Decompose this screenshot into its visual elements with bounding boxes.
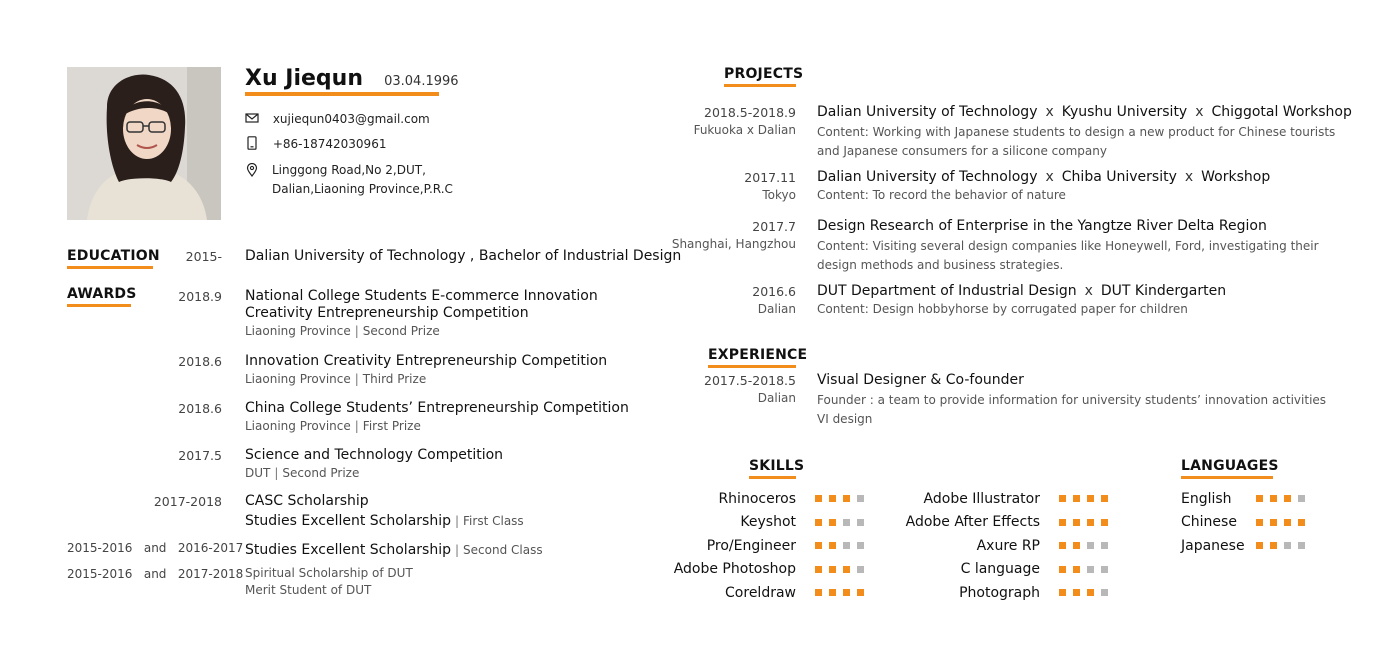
award-title: China College Students’ Entrepreneurship Competition: [245, 400, 629, 416]
level-dot-filled: [1073, 566, 1080, 573]
project-place: Shanghai, Hangzhou: [671, 237, 796, 251]
skill-level-dots: [815, 566, 864, 573]
award-title-2: Merit Student of DUT: [245, 583, 372, 597]
skill-row: [640, 534, 864, 558]
project-title: Design Research of Enterprise in the Yangtze River Delta Region: [817, 218, 1267, 234]
project-content: Content: Design hobbyhorse by corrugated paper for children: [817, 302, 1188, 316]
award-date: 2015-2016 and 2017-2018: [67, 567, 244, 581]
education-date: 2015-: [185, 249, 222, 264]
level-dot-empty: [857, 495, 864, 502]
experience-date: 2017.5-2018.5: [704, 373, 796, 388]
level-dot-filled: [815, 495, 822, 502]
skill-row: [640, 511, 864, 535]
project-content: Content: To record the behavior of nature: [817, 188, 1066, 202]
level-dot-empty: [843, 519, 850, 526]
profile-photo: [67, 67, 221, 220]
skill-level-dots: [1256, 495, 1305, 502]
level-dot-filled: [1073, 542, 1080, 549]
location-pin-icon: [245, 163, 259, 177]
level-dot-empty: [1087, 542, 1094, 549]
level-dot-empty: [1101, 566, 1108, 573]
project-item: [817, 283, 1226, 316]
level-dot-empty: [1284, 542, 1291, 549]
project-content: Content: Working with Japanese students to design a new product for Chinese tourists and Japanese consumers for a silicone company: [817, 125, 1336, 158]
skill-level-dots: [815, 495, 864, 502]
skill-row: [1181, 487, 1305, 511]
level-dot-filled: [1073, 495, 1080, 502]
level-dot-empty: [843, 542, 850, 549]
project-meta: [640, 170, 796, 202]
skill-name: Japanese: [1181, 537, 1245, 554]
skill-level-dots: [1059, 589, 1108, 596]
skill-row: [880, 487, 1108, 511]
level-dot-filled: [1270, 519, 1277, 526]
level-dot-filled: [815, 566, 822, 573]
award-item: [245, 447, 503, 480]
skill-name: Coreldraw: [725, 584, 796, 601]
award-item: [245, 353, 607, 386]
level-dot-filled: [857, 589, 864, 596]
project-date: 2018.5-2018.9: [704, 105, 796, 120]
project-content: Content: Visiting several design companies like Honeywell, Ford, investigating their design methods and business strategies.: [817, 239, 1319, 272]
experience-meta: [640, 373, 796, 405]
education-heading: EDUCATION: [67, 248, 160, 269]
experience-role: Visual Designer & Co-founder: [817, 372, 1024, 388]
phone-icon: [245, 136, 259, 150]
level-dot-filled: [829, 519, 836, 526]
level-dot-filled: [1256, 495, 1263, 502]
email-text[interactable]: xujiequn0403@gmail.com: [272, 112, 430, 126]
skills-column-1: [640, 487, 864, 605]
skill-name: Adobe Illustrator: [923, 490, 1040, 507]
skill-row: [640, 581, 864, 605]
level-dot-filled: [1284, 495, 1291, 502]
level-dot-filled: [1270, 495, 1277, 502]
project-meta: [640, 219, 796, 251]
skills-column-2: [880, 487, 1108, 605]
skill-name: English: [1181, 490, 1232, 507]
address-line-2: Dalian,Liaoning Province,P.R.C: [272, 182, 453, 196]
level-dot-empty: [857, 566, 864, 573]
level-dot-filled: [1256, 542, 1263, 549]
level-dot-filled: [1087, 589, 1094, 596]
level-dot-filled: [815, 519, 822, 526]
languages-heading: LANGUAGES: [1181, 458, 1279, 479]
project-title: Dalian University of Technology x Chiba University x Workshop: [817, 169, 1271, 185]
project-place: Dalian: [757, 302, 796, 316]
skill-level-dots: [1059, 542, 1108, 549]
level-dot-filled: [1059, 495, 1066, 502]
awards-heading: AWARDS: [67, 286, 137, 307]
award-prize: Liaoning Province | Second Prize: [245, 324, 440, 338]
award-title: Spiritual Scholarship of DUT: [245, 566, 413, 580]
projects-heading: PROJECTS: [724, 66, 803, 87]
award-title: CASC Scholarship: [245, 493, 369, 509]
skill-name: Adobe Photoshop: [673, 561, 796, 578]
award-item: [245, 566, 413, 597]
level-dot-empty: [1101, 589, 1108, 596]
experience-place: Dalian: [757, 391, 796, 405]
level-dot-filled: [1256, 519, 1263, 526]
name-header: [245, 66, 459, 96]
skill-row: [880, 511, 1108, 535]
level-dot-filled: [829, 589, 836, 596]
award-item: [245, 493, 524, 529]
project-meta: [640, 284, 796, 316]
award-date: 2015-2016 and 2016-2017: [67, 541, 244, 555]
award-date: 2017-2018: [153, 494, 222, 509]
level-dot-filled: [1059, 542, 1066, 549]
mail-icon: [245, 111, 259, 125]
level-dot-filled: [815, 542, 822, 549]
level-dot-empty: [1101, 542, 1108, 549]
level-dot-filled: [829, 542, 836, 549]
skill-level-dots: [815, 589, 864, 596]
project-date: 2017.11: [744, 170, 796, 185]
award-title: Innovation Creativity Entrepreneurship Competition: [245, 353, 608, 369]
languages-column: [1181, 487, 1305, 558]
skill-level-dots: [815, 519, 864, 526]
project-date: 2017.7: [752, 219, 796, 234]
level-dot-filled: [1073, 519, 1080, 526]
award-date: 2018.9: [178, 289, 222, 304]
skill-name: Axure RP: [976, 537, 1040, 554]
award-title: Studies Excellent Scholarship: [245, 542, 451, 558]
skill-level-dots: [1059, 495, 1108, 502]
level-dot-filled: [1298, 519, 1305, 526]
award-prize: Liaoning Province | First Prize: [245, 419, 421, 433]
skill-level-dots: [1059, 519, 1108, 526]
address-row: [245, 161, 453, 199]
project-item: [817, 169, 1270, 202]
experience-item: [817, 372, 1326, 429]
award-title: National College Students E-commerce Innovation: [245, 288, 598, 304]
level-dot-empty: [857, 519, 864, 526]
skill-name: Photograph: [959, 584, 1040, 601]
level-dot-filled: [843, 566, 850, 573]
level-dot-empty: [1087, 566, 1094, 573]
skill-row: [880, 558, 1108, 582]
skills-heading: SKILLS: [749, 458, 804, 479]
award-date: 2017.5: [178, 448, 222, 463]
skill-row: [640, 558, 864, 582]
award-item: [245, 400, 629, 433]
email-row[interactable]: [245, 111, 430, 126]
birth-date: 03.04.1996: [384, 74, 459, 89]
skill-name: Rhinoceros: [718, 490, 796, 507]
skill-name: Chinese: [1181, 514, 1237, 531]
project-item: [817, 104, 1352, 161]
skill-row: [1181, 534, 1305, 558]
skill-name: Pro/Engineer: [706, 537, 796, 554]
level-dot-filled: [843, 589, 850, 596]
award-date: 2018.6: [178, 401, 222, 416]
skill-level-dots: [815, 542, 864, 549]
level-dot-filled: [1101, 495, 1108, 502]
skill-level-dots: [1256, 519, 1305, 526]
project-item: [817, 218, 1319, 275]
skill-name: Adobe After Effects: [905, 514, 1040, 531]
skill-row: [640, 487, 864, 511]
award-prize: DUT | Second Prize: [245, 466, 360, 480]
level-dot-filled: [1101, 519, 1108, 526]
project-title: Dalian University of Technology x Kyushu University x Chiggotal Workshop: [817, 104, 1352, 120]
level-dot-filled: [1270, 542, 1277, 549]
award-prize: Liaoning Province | Third Prize: [245, 372, 427, 386]
level-dot-filled: [1059, 589, 1066, 596]
name-underline: [245, 92, 439, 96]
award-item: [245, 288, 598, 338]
award-date: 2018.6: [178, 354, 222, 369]
skill-name: Keyshot: [740, 514, 796, 531]
portrait-illustration: [67, 67, 221, 220]
skill-row: [880, 534, 1108, 558]
project-date: 2016.6: [752, 284, 796, 299]
award-title-2: Creativity Entrepreneurship Competition: [245, 305, 529, 321]
level-dot-filled: [1059, 566, 1066, 573]
project-place: Tokyo: [762, 188, 796, 202]
skill-level-dots: [1256, 542, 1305, 549]
award-item: Studies Excellent Scholarship | Second Class: [245, 542, 543, 558]
phone-text: +86-18742030961: [272, 137, 387, 151]
level-dot-filled: [1284, 519, 1291, 526]
person-name: Xu Jiequn: [245, 66, 364, 91]
level-dot-filled: [1087, 519, 1094, 526]
award-title-2-row: Studies Excellent Scholarship | First Class: [245, 513, 524, 529]
level-dot-empty: [1298, 495, 1305, 502]
experience-heading: EXPERIENCE: [708, 347, 807, 368]
skill-row: [1181, 511, 1305, 535]
level-dot-filled: [815, 589, 822, 596]
experience-content: Founder : a team to provide information for university students’ innovation activities VI design: [817, 393, 1327, 426]
project-title: DUT Department of Industrial Design x DUT Kindergarten: [817, 283, 1227, 299]
level-dot-filled: [1073, 589, 1080, 596]
skill-level-dots: [1059, 566, 1108, 573]
level-dot-filled: [829, 566, 836, 573]
level-dot-filled: [1059, 519, 1066, 526]
phone-row: [245, 136, 386, 151]
education-text: Dalian University of Technology , Bachelor of Industrial Design: [245, 248, 682, 264]
level-dot-empty: [857, 542, 864, 549]
project-place: Fukuoka x Dalian: [693, 123, 796, 137]
level-dot-empty: [1298, 542, 1305, 549]
skill-name: C language: [960, 561, 1040, 578]
level-dot-filled: [843, 495, 850, 502]
address-line-1: Linggong Road,No 2,DUT,: [272, 163, 426, 177]
project-meta: [640, 105, 796, 137]
level-dot-filled: [1087, 495, 1094, 502]
award-title: Science and Technology Competition: [245, 447, 504, 463]
skill-row: [880, 581, 1108, 605]
level-dot-filled: [829, 495, 836, 502]
